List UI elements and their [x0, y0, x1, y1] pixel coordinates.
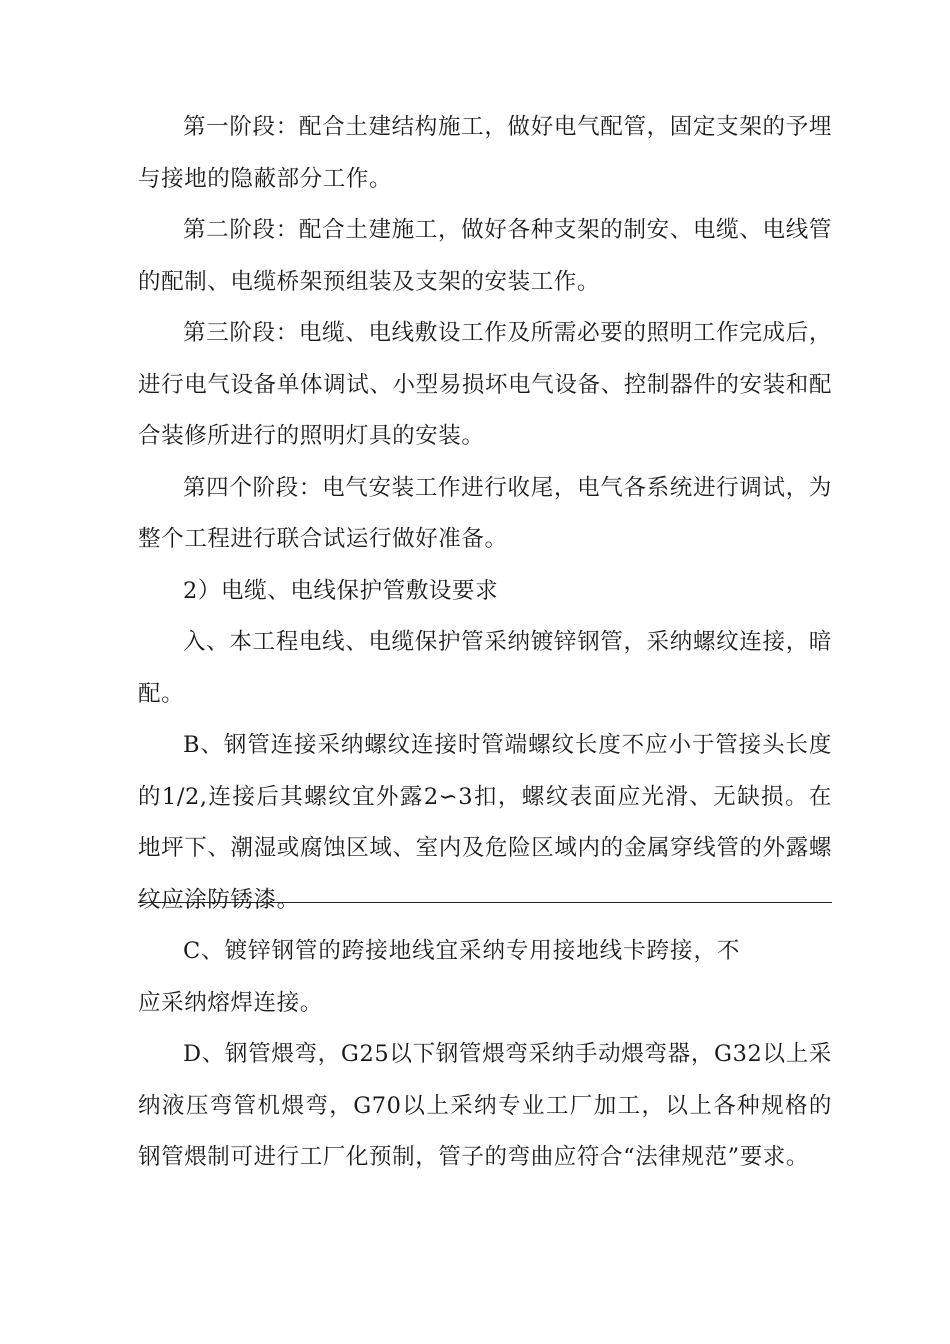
- paragraph-item-b: B、钢管连接采纳螺纹连接时管端螺纹长度不应小于管接头长度的1/2,连接后其螺纹宜外露2∽3扣，螺纹表面应光滑、无缺损。在地坪下、潮湿或腐蚀区域、室内及危险区域内的金属穿线管的外露螺纹应涂防锈漆。: [138, 732, 832, 913]
- paragraph-item-d: D、钢管煨弯，G25以下钢管煨弯采纳手动煨弯器，G32以上采纳液压弯管机煨弯，G70以上采纳专业工厂加工，以上各种规格的钢管煨制可进行工厂化预制，管子的弯曲应符合“法律规范”要求。: [138, 1041, 832, 1170]
- paragraph-item-c: C、镀锌钢管的跨接地线宜采纳专用接地线卡跨接，不应采纳熔焊连接。: [138, 938, 740, 1016]
- document-body: [138, 102, 832, 1184]
- paragraph-item-a: 入、本工程电线、电缆保护管采纳镀锌钢管，采纳螺纹连接，暗配。: [138, 629, 832, 707]
- paragraph-stage-4: 第四个阶段：电气安装工作进行收尾，电气各系统进行调试，为整个工程进行联合试运行做好准备。: [138, 474, 832, 552]
- horizontal-divider: [138, 902, 832, 903]
- paragraph-stage-1: 第一阶段：配合土建结构施工，做好电气配管，固定支架的予埋与接地的隐蔽部分工作。: [138, 114, 832, 192]
- section-heading: 2）电缆、电线保护管敷设要求: [183, 577, 499, 604]
- paragraph-stage-3: 第三阶段：电缆、电线敷设工作及所需必要的照明工作完成后，进行电气设备单体调试、小型易损坏电气设备、控制器件的安装和配合装修所进行的照明灯具的安装。: [138, 320, 832, 449]
- paragraph-stage-2: 第二阶段：配合土建施工，做好各种支架的制安、电缆、电线管的配制、电缆桥架预组装及支架的安装工作。: [138, 217, 832, 295]
